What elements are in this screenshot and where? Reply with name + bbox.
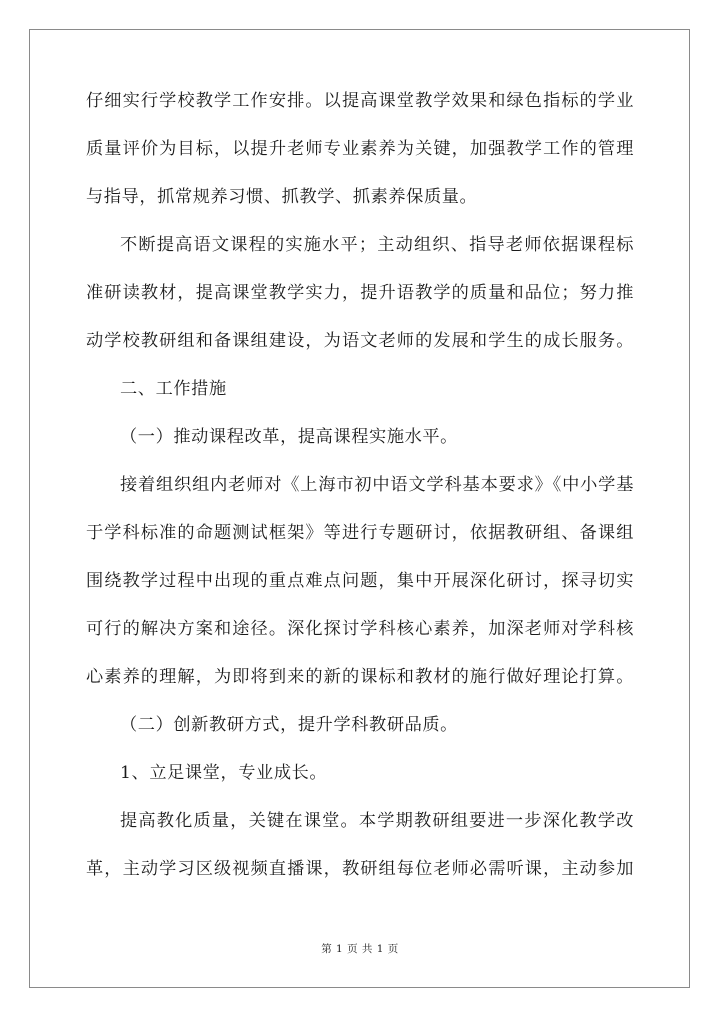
text-line: 于学科标准的命题测试框架》等进行专题研讨，依据教研组、备课组 (86, 523, 634, 543)
text-line: 与指导，抓常规养习惯、抓教学、抓素养保质量。 (86, 187, 478, 207)
text-line: 围绕教学过程中出现的重点难点问题，集中开展深化研讨，探寻切实 (86, 571, 634, 591)
subsection-heading: （二）创新教研方式，提升学科教研品质。 (120, 715, 458, 735)
subsection-heading: （一）推动课程改革，提高课程实施水平。 (120, 427, 458, 447)
section-heading: 二、工作措施 (120, 379, 227, 399)
text-line: 准研读教材，提高课堂教学实力，提升语教学的质量和品位；努力推 (86, 283, 634, 303)
item-heading: 1、立足课堂，专业成长。 (120, 763, 328, 783)
text-line: 可行的解决方案和途径。深化探讨学科核心素养，加深老师对学科核 (86, 619, 634, 639)
text-line: 动学校教研组和备课组建设，为语文老师的发展和学生的成长服务。 (86, 331, 634, 351)
text-line: 仔细实行学校教学工作安排。以提高课堂教学效果和绿色指标的学业 (86, 91, 634, 111)
paragraph-first-line: 接着组织组内老师对《上海市初中语文学科基本要求》《中小学基 (120, 475, 634, 495)
text-line: 质量评价为目标，以提升老师专业素养为关键，加强教学工作的管理 (86, 139, 634, 159)
paragraph-first-line: 不断提高语文课程的实施水平；主动组织、指导老师依据课程标 (120, 235, 634, 255)
page-number-footer: 第 1 页 共 1 页 (321, 943, 399, 955)
text-line: 革，主动学习区级视频直播课，教研组每位老师必需听课，主动参加 (86, 859, 634, 879)
text-line: 心素养的理解，为即将到来的新的课标和教材的施行做好理论打算。 (86, 667, 634, 687)
paragraph-first-line: 提高教化质量，关键在课堂。本学期教研组要进一步深化教学改 (120, 811, 634, 831)
page-border (29, 29, 690, 988)
